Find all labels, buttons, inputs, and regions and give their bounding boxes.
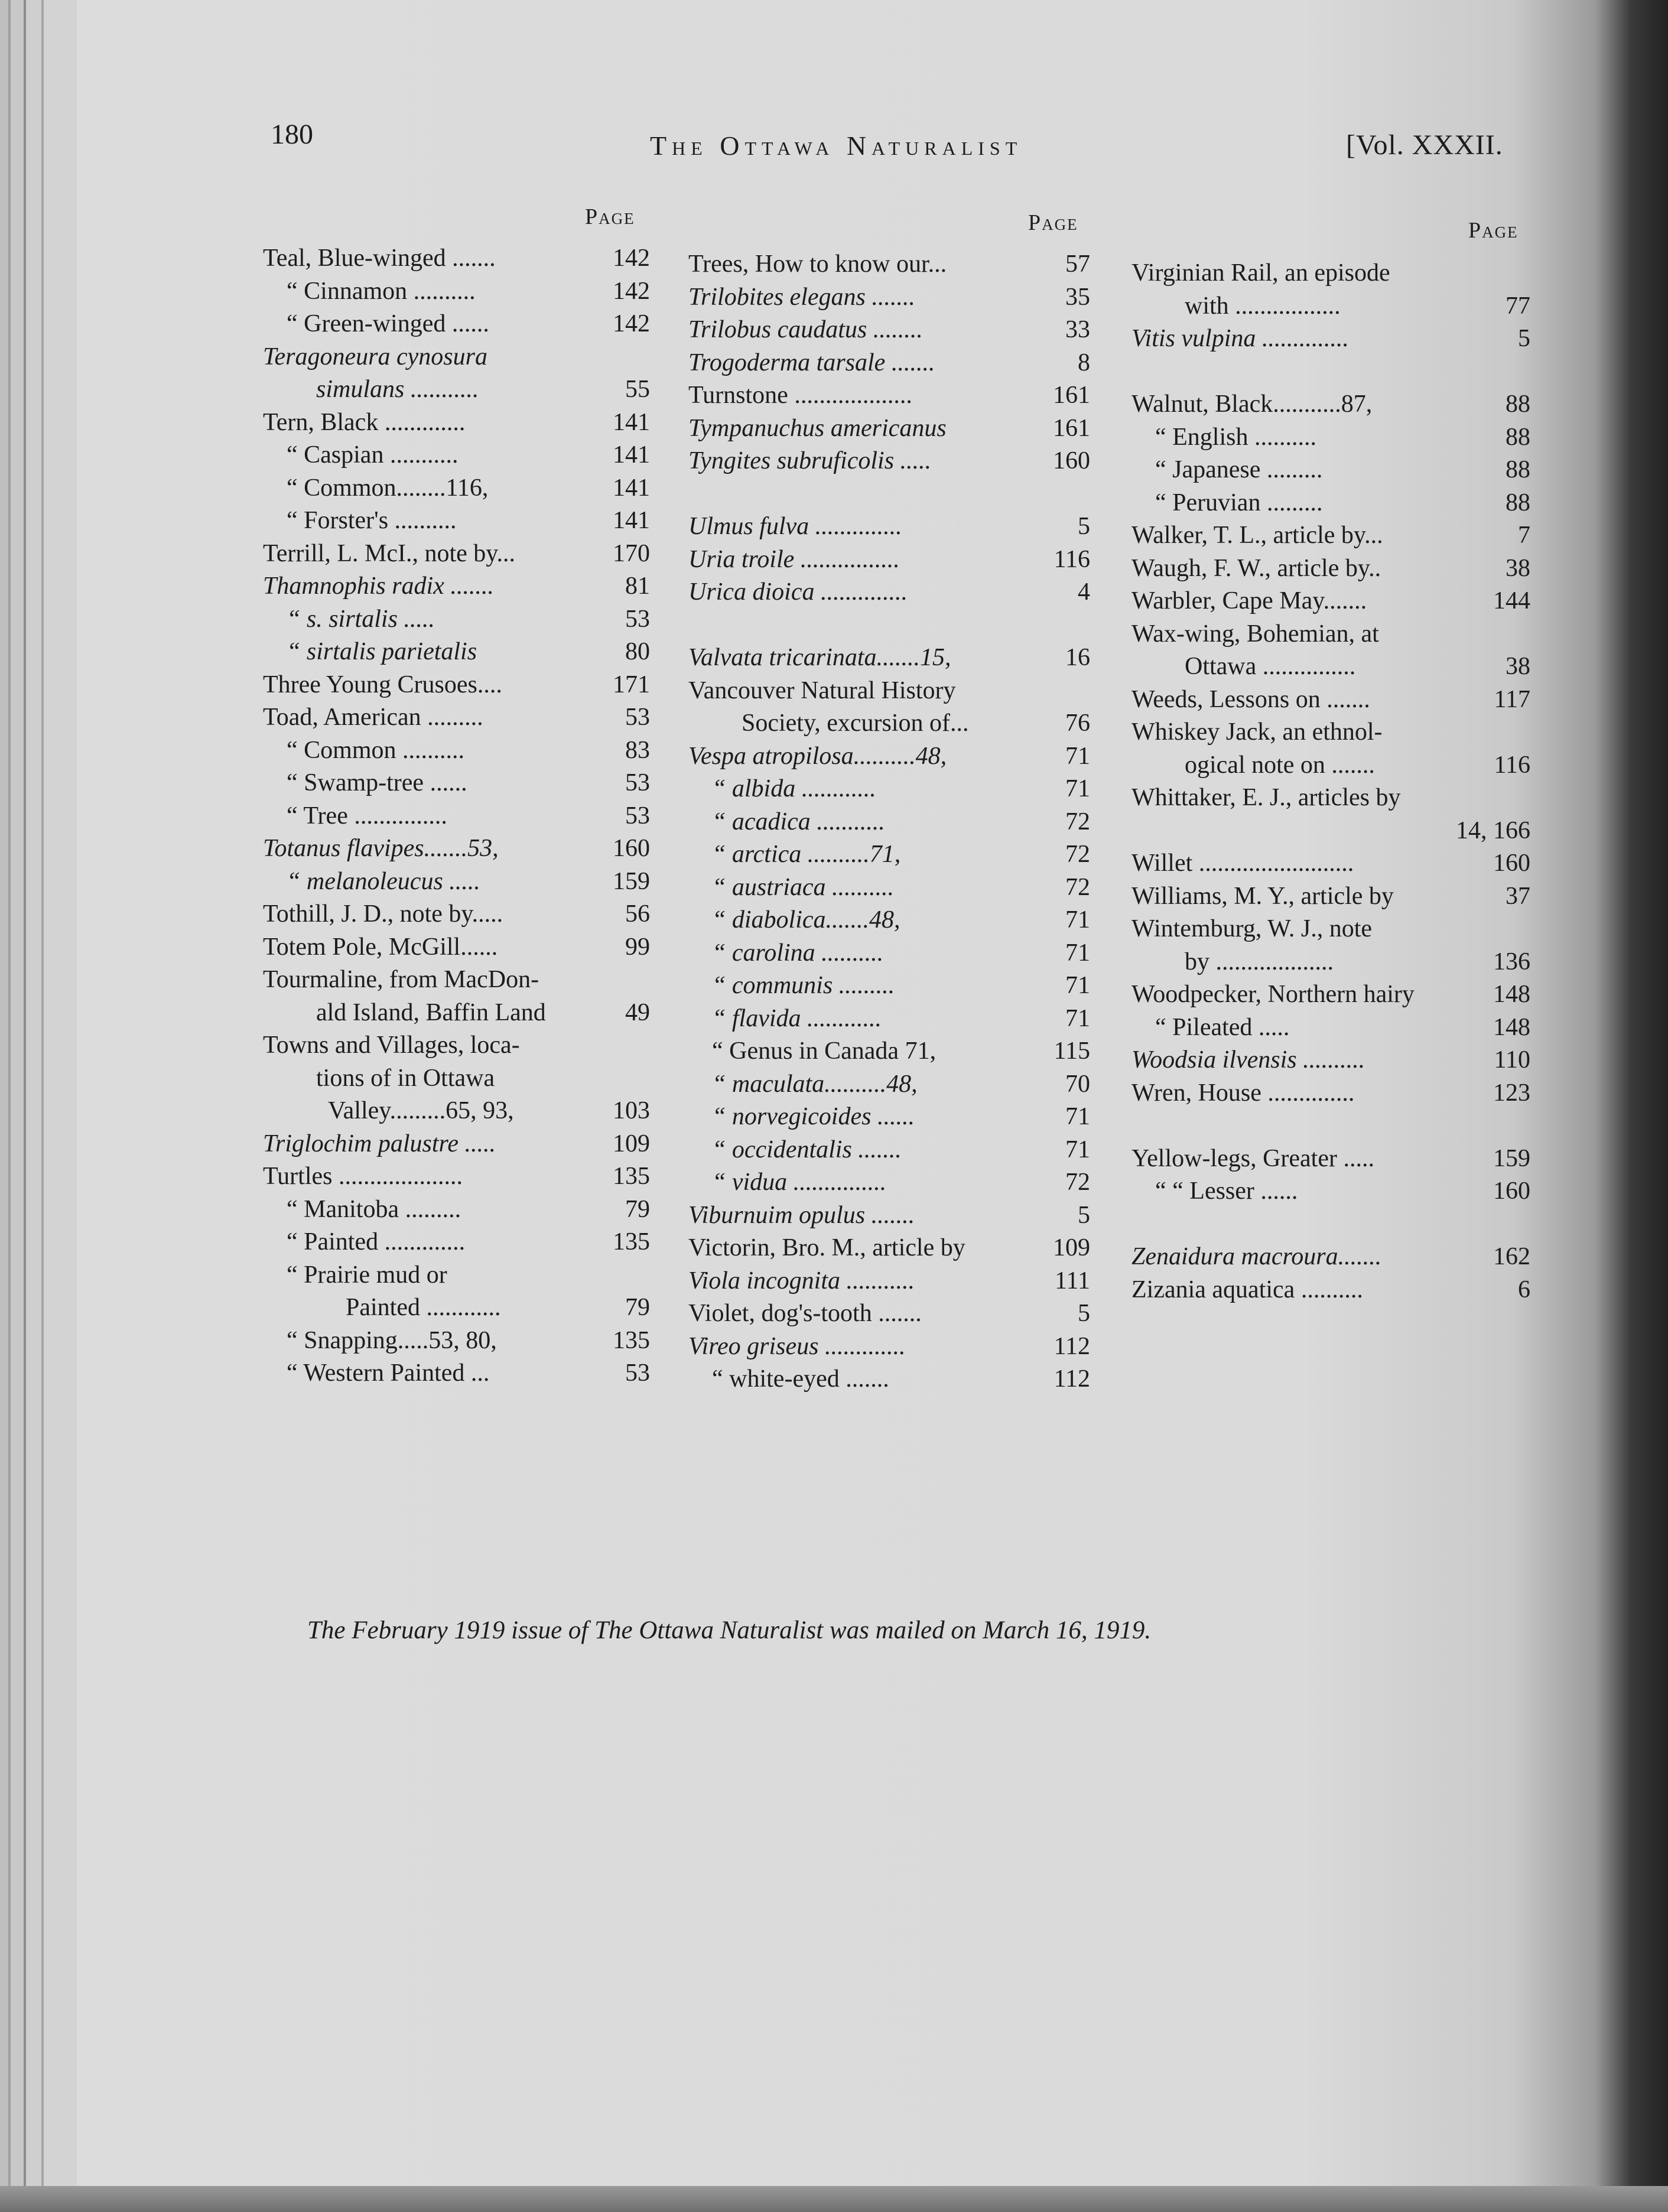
index-entry-page: 53 (625, 1359, 650, 1387)
index-entry-label: Trilobites elegans ....... (688, 283, 915, 311)
index-entry (263, 1292, 650, 1325)
index-entry-page: 144 (1493, 587, 1530, 614)
index-entry (263, 1029, 650, 1062)
index-entry (688, 1232, 1090, 1265)
index-entry-page: 116 (1054, 545, 1090, 573)
index-entry (1131, 716, 1530, 749)
index-entry-page: 88 (1506, 423, 1530, 451)
index-entry-label: Triglochim palustre ..... (263, 1130, 496, 1157)
index-entry-page: 53 (625, 704, 650, 731)
index-entry (263, 439, 650, 472)
index-entry (1131, 1274, 1530, 1307)
running-header (0, 118, 1668, 171)
index-entry-label: Tyngites subruficolis ..... (688, 447, 932, 474)
index-entry-page: 72 (1065, 841, 1090, 868)
index-entry-label: Valvata tricarinata.......15, (688, 644, 951, 671)
index-entry (1131, 388, 1530, 421)
index-entry-label: Society, excursion of... (742, 710, 969, 737)
index-entry (263, 636, 650, 669)
index-entry (1131, 946, 1530, 979)
index-entry-page: 88 (1506, 391, 1530, 418)
index-entry (1131, 323, 1530, 356)
index-entry (263, 800, 650, 833)
index-entry (263, 669, 650, 702)
index-entry-label: “ occidentalis ....... (712, 1136, 902, 1163)
index-entry (1131, 290, 1530, 323)
book-binding (0, 0, 77, 2212)
index-entry-page: 53 (625, 605, 650, 633)
index-entry-label: “ Swamp-tree ...... (287, 769, 467, 796)
index-entry-label: “ norvegicoides ...... (712, 1103, 915, 1130)
index-entry (688, 871, 1090, 905)
index-entry-page: 33 (1065, 316, 1090, 343)
index-entry-label: Violet, dog's-tooth ....... (688, 1300, 922, 1327)
index-entry-page: 116 (1494, 751, 1530, 779)
index-entry (263, 472, 650, 505)
index-entry-page: 55 (625, 376, 650, 403)
index-entry-page: 159 (1493, 1144, 1530, 1172)
index-entry-label: “ Snapping.....53, 80, (287, 1326, 497, 1354)
index-entry-label: “ Tree ............... (287, 802, 447, 830)
index-entry (263, 406, 650, 440)
index-entry-page: 57 (1065, 251, 1090, 278)
index-entry (1131, 650, 1530, 684)
index-entry-page: 81 (625, 572, 650, 600)
index-entry-page: 5 (1078, 513, 1090, 540)
index-entry-label: Virginian Rail, an episode (1131, 259, 1390, 287)
index-entry-page: 136 (1493, 948, 1530, 975)
column-heading-2: Page (1028, 210, 1078, 235)
index-entry-label: Towns and Villages, loca- (263, 1032, 520, 1059)
index-entry-page: 110 (1494, 1046, 1530, 1074)
index-entry-label: Tern, Black ............. (263, 408, 466, 436)
index-entry (1131, 1143, 1530, 1176)
index-entry-page: 135 (613, 1228, 650, 1255)
index-entry (1131, 421, 1530, 454)
index-entry-label: Victorin, Bro. M., article by (688, 1234, 965, 1261)
index-entry-page: 141 (613, 408, 650, 436)
index-entry (263, 997, 650, 1030)
index-entry-label: “ Genus in Canada 71, (712, 1037, 937, 1065)
index-entry (263, 308, 650, 341)
index-entry-label: Vancouver Natural History (688, 676, 956, 704)
index-entry-page: 80 (625, 638, 650, 665)
index-entry (263, 1160, 650, 1193)
page-number: 180 (271, 119, 313, 150)
index-entry (688, 838, 1090, 871)
index-column-2 (688, 248, 1090, 1396)
index-entry-label: Turtles .................... (263, 1163, 463, 1190)
index-entry-page: 79 (625, 1195, 650, 1223)
index-entry-page: 160 (1493, 850, 1530, 877)
index-entry (263, 1128, 650, 1161)
section-gap (1131, 356, 1530, 389)
index-entry (263, 866, 650, 899)
index-entry-page: 117 (1494, 685, 1530, 713)
index-entry (688, 1363, 1090, 1396)
index-entry-page: 160 (1493, 1177, 1530, 1205)
index-entry-page: 161 (1053, 382, 1090, 409)
index-entry-label: Tourmaline, from MacDon- (263, 966, 539, 993)
index-entry (1131, 1044, 1530, 1077)
index-entry-label: by ................... (1185, 948, 1334, 975)
index-entry-page: 71 (1065, 972, 1090, 999)
index-entry-page: 7 (1518, 522, 1530, 549)
index-entry-label: simulans ........... (316, 376, 479, 403)
index-entry (688, 314, 1090, 347)
index-entry (263, 931, 650, 964)
index-entry (1131, 1077, 1530, 1110)
index-entry (1131, 1241, 1530, 1274)
index-entry (688, 412, 1090, 445)
index-entry-label: Weeds, Lessons on ....... (1131, 685, 1370, 713)
index-entry (688, 1331, 1090, 1364)
index-entry-label: “ s. sirtalis ..... (287, 605, 435, 633)
section-gap (688, 478, 1090, 511)
column-heading-3: Page (1468, 218, 1519, 243)
index-entry (688, 1003, 1090, 1036)
index-entry-page: 142 (613, 310, 650, 337)
index-entry (688, 1134, 1090, 1167)
index-entry-label: Urica dioica .............. (688, 578, 908, 606)
index-entry-page: 6 (1518, 1276, 1530, 1303)
index-entry-label: Woodsia ilvensis .......... (1131, 1046, 1365, 1074)
index-entry-page: 71 (1065, 775, 1090, 802)
index-entry (263, 1325, 650, 1358)
index-entry-label: “ Manitoba ......... (287, 1195, 461, 1223)
index-entry (1131, 454, 1530, 487)
index-entry-label: Totanus flavipes.......53, (263, 835, 499, 862)
index-entry-page: 141 (613, 507, 650, 534)
index-entry-label: “ Forster's .......... (287, 507, 457, 534)
index-entry (688, 1199, 1090, 1232)
index-entry-label: “ English .......... (1155, 423, 1316, 451)
index-entry-page: 109 (613, 1130, 650, 1157)
index-entry-label: “ flavida ............ (712, 1004, 882, 1032)
index-entry-page: 8 (1078, 349, 1090, 376)
index-entry-label: ogical note on ....... (1185, 751, 1375, 779)
index-entry-label: Tothill, J. D., note by..... (263, 900, 503, 928)
index-entry-label: “ Western Painted ... (287, 1359, 490, 1387)
index-entry-label: Terrill, L. McI., note by... (263, 539, 516, 567)
index-entry-page: 171 (613, 671, 650, 698)
index-entry (688, 937, 1090, 970)
index-entry (688, 740, 1090, 773)
index-entry-label: Whittaker, E. J., articles by (1131, 784, 1401, 811)
index-entry-page: 135 (613, 1326, 650, 1354)
index-entry-page: 103 (613, 1097, 650, 1124)
index-entry-page: 112 (1054, 1332, 1090, 1360)
index-entry-page: 123 (1493, 1079, 1530, 1107)
index-entry (263, 341, 650, 374)
index-entry-label: “ acadica ........... (712, 808, 885, 835)
index-entry (263, 603, 650, 636)
index-entry-label: Wintemburg, W. J., note (1131, 915, 1373, 942)
index-entry (688, 1035, 1090, 1068)
index-column-3 (1131, 257, 1530, 1306)
index-entry-label: Trilobus caudatus ........ (688, 316, 923, 343)
volume-label: [Vol. XXXII. (1346, 129, 1503, 161)
index-entry-label: Warbler, Cape May....... (1131, 587, 1367, 614)
index-entry-label: Trogoderma tarsale ....... (688, 349, 935, 376)
index-entry-label: Wren, House .............. (1131, 1079, 1355, 1107)
index-entry-page: 38 (1506, 554, 1530, 582)
index-entry-page: 71 (1065, 742, 1090, 770)
index-entry (1131, 552, 1530, 585)
index-entry (1131, 880, 1530, 913)
index-entry (263, 1062, 650, 1095)
index-entry-page: 72 (1065, 808, 1090, 835)
index-entry-page: 111 (1055, 1267, 1090, 1294)
index-entry-label: with ................. (1185, 292, 1341, 320)
index-entry (1131, 684, 1530, 717)
index-entry (263, 1357, 650, 1390)
index-entry-label: Viburnuim opulus ....... (688, 1201, 915, 1229)
index-entry (688, 806, 1090, 839)
index-entry-page: 160 (1053, 447, 1090, 474)
index-entry-label: “ communis ......... (712, 972, 895, 999)
index-entry (688, 970, 1090, 1003)
index-entry-label: “ Common .......... (287, 736, 464, 764)
index-entry (688, 1297, 1090, 1331)
index-entry (688, 1166, 1090, 1199)
index-entry-page: 5 (1518, 325, 1530, 352)
index-entry-label: Three Young Crusoes.... (263, 671, 502, 698)
index-entry (1131, 1175, 1530, 1208)
index-entry-page: 49 (625, 998, 650, 1026)
index-entry-label: Valley.........65, 93, (328, 1097, 514, 1124)
index-entry (688, 1265, 1090, 1298)
index-entry-label: tions of in Ottawa (316, 1064, 495, 1092)
index-entry (263, 373, 650, 406)
index-entry-page: 109 (1053, 1234, 1090, 1261)
index-entry (263, 898, 650, 931)
index-entry-page: 161 (1053, 414, 1090, 442)
column-heading-1: Page (585, 204, 635, 229)
index-entry (1131, 815, 1530, 848)
index-entry-label: “ sirtalis parietalis (287, 638, 477, 665)
index-entry-label: “ maculata..........48, (712, 1070, 918, 1098)
index-entry-label: “ Cinnamon .......... (287, 277, 476, 305)
index-entry-label: Wax-wing, Bohemian, at (1131, 620, 1379, 648)
index-entry-page: 72 (1065, 1169, 1090, 1196)
index-entry-label: Ottawa ............... (1185, 653, 1356, 680)
index-entry-label: Walker, T. L., article by... (1131, 522, 1383, 549)
index-entry (1131, 618, 1530, 651)
index-entry (688, 248, 1090, 281)
index-entry (263, 505, 650, 538)
index-entry-label: Trees, How to know our... (688, 251, 947, 278)
index-entry (1131, 749, 1530, 782)
index-entry-label: “ arctica ..........71, (712, 841, 901, 868)
index-entry-label: Zenaidura macroura....... (1131, 1243, 1382, 1270)
index-entry-label: “ Common........116, (287, 474, 489, 502)
index-entry (688, 773, 1090, 806)
index-entry (688, 379, 1090, 412)
index-entry-label: Waugh, F. W., article by.. (1131, 554, 1381, 582)
index-entry-page: 71 (1065, 1136, 1090, 1163)
index-entry-page: 5 (1078, 1300, 1090, 1327)
index-entry (263, 570, 650, 603)
index-entry-label: Tympanuchus americanus (688, 414, 947, 442)
index-entry-page: 88 (1506, 456, 1530, 483)
index-entry-label: “ diabolica.......48, (712, 906, 900, 933)
index-entry-label: Vespa atropilosa..........48, (688, 742, 947, 770)
index-entry-label: Yellow-legs, Greater ..... (1131, 1144, 1374, 1172)
index-entry-label: Zizania aquatica .......... (1131, 1276, 1363, 1303)
index-entry-page: 112 (1054, 1365, 1090, 1393)
index-entry-page: 77 (1506, 292, 1530, 320)
index-entry-label: “ Green-winged ...... (287, 310, 489, 337)
index-entry (1131, 487, 1530, 520)
index-entry (688, 576, 1090, 609)
index-entry-page: 5 (1078, 1201, 1090, 1229)
index-entry-page: 148 (1493, 1013, 1530, 1041)
index-entry (688, 1101, 1090, 1134)
index-entry-page: 37 (1506, 882, 1530, 910)
index-column-1 (263, 242, 650, 1390)
index-entry-page: 83 (625, 736, 650, 764)
index-entry-page: 141 (613, 474, 650, 502)
index-entry-page: 71 (1065, 1004, 1090, 1032)
index-entry-label: Uria troile ................ (688, 545, 900, 573)
index-entry-page: 79 (625, 1294, 650, 1321)
index-entry-label: Willet ......................... (1131, 850, 1354, 877)
index-entry (263, 964, 650, 997)
journal-title: The Ottawa Naturalist (650, 131, 1023, 161)
index-entry-page: 35 (1065, 283, 1090, 311)
index-entry-label: “ austriaca .......... (712, 873, 895, 901)
index-entry (688, 510, 1090, 544)
page-bottom-edge (0, 2186, 1668, 2212)
index-entry-page: 38 (1506, 653, 1530, 680)
index-entry (1131, 1011, 1530, 1045)
section-gap (1131, 1110, 1530, 1143)
index-entry-label: “ white-eyed ....... (712, 1365, 889, 1393)
index-entry (688, 1068, 1090, 1101)
index-entry-label: “ melanoleucus ..... (287, 867, 480, 895)
index-entry-label: “ “ Lesser ...... (1155, 1177, 1298, 1205)
index-entry (688, 544, 1090, 577)
index-entry (263, 734, 650, 767)
index-entry-label: “ carolina .......... (712, 939, 884, 967)
index-entry-label: “ Peruvian ......... (1155, 489, 1323, 516)
index-entry (263, 538, 650, 571)
index-entry-page: 99 (625, 933, 650, 961)
index-entry-label: Vireo griseus ............. (688, 1332, 906, 1360)
index-entry (1131, 585, 1530, 618)
mailing-footnote: The February 1919 issue of The Ottawa Naturalist was mailed on March 16, 1919. (307, 1616, 1152, 1644)
index-entry (263, 832, 650, 866)
index-entry-page: 56 (625, 900, 650, 928)
index-entry (688, 281, 1090, 314)
index-entry-label: “ albida ............ (712, 775, 876, 802)
index-entry (688, 904, 1090, 937)
index-entry-page: 162 (1493, 1243, 1530, 1270)
index-entry-page: 115 (1054, 1037, 1090, 1065)
index-entry (1131, 519, 1530, 552)
index-entry (1131, 782, 1530, 815)
index-entry-label: “ Pileated ..... (1155, 1013, 1290, 1041)
index-entry-page: 142 (613, 277, 650, 305)
index-entry (263, 1259, 650, 1292)
index-entry (688, 675, 1090, 708)
index-entry (263, 1095, 650, 1128)
index-entry-page: 71 (1065, 1103, 1090, 1130)
index-entry-page: 170 (613, 539, 650, 567)
index-entry-page: 76 (1065, 710, 1090, 737)
index-entry-label: “ Painted ............. (287, 1228, 466, 1255)
index-entry (1131, 913, 1530, 946)
index-entry-page: 160 (613, 835, 650, 862)
index-entry-label: Walnut, Black...........87, (1131, 391, 1373, 418)
index-entry (1131, 978, 1530, 1011)
index-entry-page: 135 (613, 1163, 650, 1190)
index-entry-label: Whiskey Jack, an ethnol- (1131, 718, 1383, 746)
index-entry (263, 242, 650, 275)
index-entry (688, 642, 1090, 675)
section-gap (688, 609, 1090, 642)
index-entry-label: Totem Pole, McGill...... (263, 933, 498, 961)
index-entry-page: 16 (1065, 644, 1090, 671)
index-entry-label: “ Japanese ......... (1155, 456, 1323, 483)
index-entry-page: 14, 166 (1456, 817, 1530, 844)
index-entry-label: Vitis vulpina .............. (1131, 325, 1349, 352)
index-entry-label: “ vidua ............... (712, 1169, 887, 1196)
index-entry-page: 148 (1493, 981, 1530, 1008)
index-entry-label: Painted ............ (346, 1294, 501, 1321)
index-entry-label: Viola incognita ........... (688, 1267, 915, 1294)
index-entry-page: 159 (613, 867, 650, 895)
index-entry (1131, 257, 1530, 290)
index-entry (688, 445, 1090, 478)
index-entry-page: 142 (613, 245, 650, 272)
index-entry-label: Teal, Blue-winged ....... (263, 245, 496, 272)
index-entry-label: Toad, American ......... (263, 704, 483, 731)
index-entry-page: 72 (1065, 873, 1090, 901)
index-entry-label: “ Prairie mud or (287, 1261, 447, 1289)
index-entry (688, 707, 1090, 740)
index-entry (688, 347, 1090, 380)
index-entry-page: 71 (1065, 906, 1090, 933)
index-entry-page: 53 (625, 802, 650, 830)
index-entry-page: 4 (1078, 578, 1090, 606)
index-entry (263, 275, 650, 308)
index-entry-label: ald Island, Baffin Land (316, 998, 546, 1026)
index-entry-label: Teragoneura cynosura (263, 343, 487, 370)
index-entry-page: 71 (1065, 939, 1090, 967)
index-entry-page: 53 (625, 769, 650, 796)
index-entry-label: Woodpecker, Northern hairy (1131, 981, 1415, 1008)
index-entry-label: Turnstone ................... (688, 382, 912, 409)
index-entry-page: 88 (1506, 489, 1530, 516)
index-entry (263, 1226, 650, 1259)
index-entry (1131, 847, 1530, 880)
index-entry-page: 70 (1065, 1070, 1090, 1098)
index-entry-page: 141 (613, 441, 650, 469)
index-entry (263, 1193, 650, 1227)
section-gap (1131, 1208, 1530, 1241)
index-entry-label: Williams, M. Y., article by (1131, 882, 1394, 910)
index-entry-label: Thamnophis radix ....... (263, 572, 494, 600)
index-entry-label: “ Caspian ........... (287, 441, 459, 469)
index-entry-label: Ulmus fulva .............. (688, 513, 902, 540)
index-entry (263, 701, 650, 734)
index-entry (263, 767, 650, 800)
